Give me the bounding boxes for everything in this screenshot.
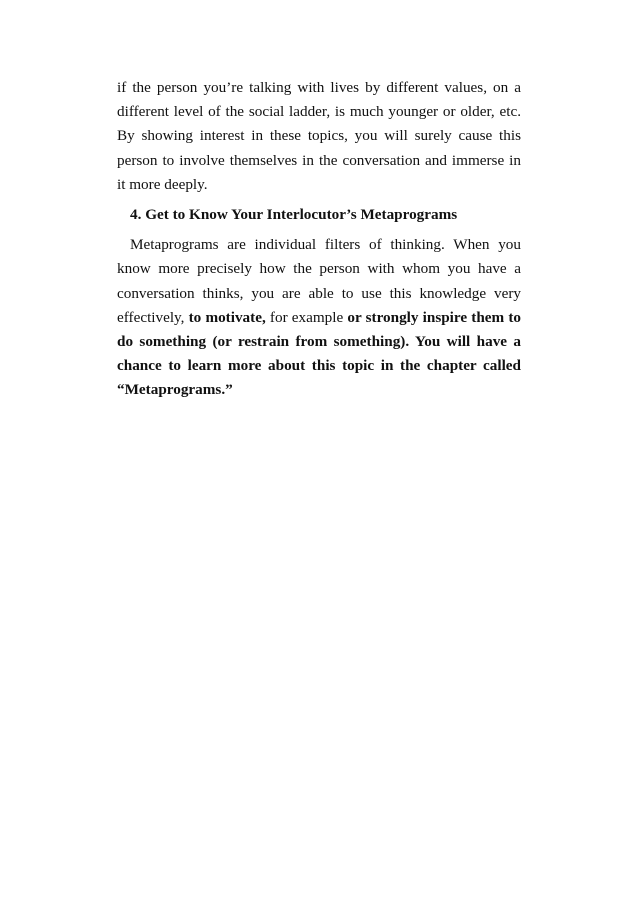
section-heading: 4. Get to Know Your Interlocutor’s Metaprograms xyxy=(130,206,458,224)
paragraph-continuation: if the person you’re talking with lives by different values, on a different level of the social ladder, is much younger or older, etc. By showing interest in these topics, you will surely cause this person to involve themselves in the conversation and immerse in it more deeply. xyxy=(117,79,521,193)
paragraph-text-2: for example xyxy=(265,308,348,326)
bold-phrase-inspire: or strongly inspire them to do something (or restrain from something). You will have a chance to learn more about this topic in the chapter called “Metaprograms.” xyxy=(117,308,521,399)
page-content xyxy=(117,76,521,403)
paragraph-metaprograms xyxy=(117,233,521,402)
bold-phrase-motivate: to motivate, xyxy=(188,308,266,326)
paragraph-text-1: Metaprograms are individual filters of thinking. When you know more precisely how the person with whom you have a conversation thinks, you are able to use this knowledge very effectively, xyxy=(117,236,521,326)
